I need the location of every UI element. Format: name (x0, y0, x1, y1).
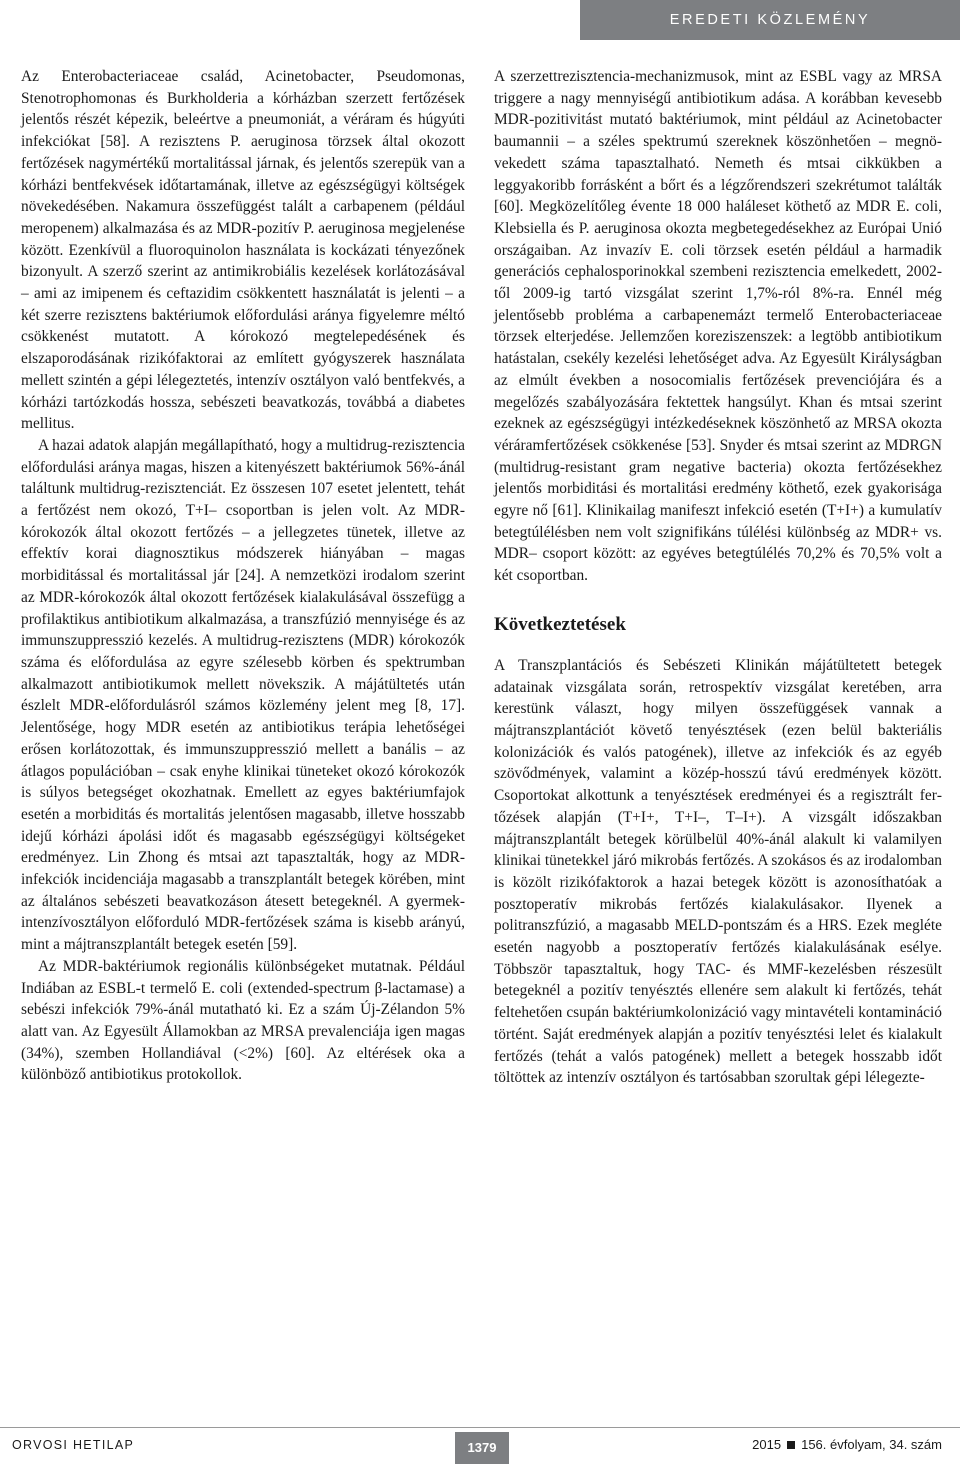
paragraph: A hazai adatok alapján megállapítható, hogy a multidrug-rezisztencia előfordulási aránya magas, hiszen a kitenyészett baktériumok 56%-ánál találtunk multidrug-rezisztenciát. Ez összesen 107 esetet jelentett, tehát a fertőzést nem okozó, T+I– csoportban is jelen volt. Az MDR-kórokozók által okozott fertőzés – a jellegzetes tünetek, illetve az effektív korai diagnosztikus módszerek hiányában – magas morbiditással és mortalitással jár [24]. A nemzetközi irodalom szerint az MDR-kórokozók által okozott fertőzések kialakulásával összefügg a profilaktikus antibiotikum alkalmazása, a transzfúzió mennyisége és az immunszuppresszió kezelés. A multidrug-rezisztens (MDR) kórokozók száma és előfordulása az egyre szélesebb körben és spektrumban alkalmazott antibiotikumok mellett növekszik. A májátültetés után észlelt MDR-előfordulásról számos közlemény jelent meg [8, 17]. Jelentősége, hogy MDR esetén az antibiotikus terápia lehetőségei erősen korlátozottak, és immunszuppresszió mellett a banális – az átlagos populációban – csak enyhe klinikai tüneteket okozó kórokozók is súlyos betegséget okozhatnak. Emellett az egyes baktériumfajok esetén a morbiditás és mortalitás jelentősen magasabb, illetve hosszabb idejű kórházi ápolási időt és magasabb egészségügyi költségeket eredményez. Lin Zhong és mtsai azt tapasztalták, hogy az MDR-infekciók incidenciája magasabb a transzplantált betegek körében, mint az általános sebészeti beavatkozáson átesett betegeknél. A gyermek-intenzívosztályon előforduló MDR-fertőzések száma is kisebb arányú, mint a májtranszplantált betegek esetén [59]. (21, 436, 465, 954)
page-number: 1379 (455, 1432, 509, 1464)
year: 2015 (752, 1437, 782, 1452)
paragraph: A Transzplantációs és Sebészeti Klinikán májátültetett betegek adatainak vizsgálata során, retrospektív vizsgálat keretében, arra kerestünk választ, hogy milyen összefüggések vannak a májtranszplantációt követő tenyésztések (ezen belül bakteriális kolonizációk és valós patogének), illetve az infekciók és az egyéb szövődmények, valamint a közép-hosszú távú eredmények között. Csoportokat alkottunk a tenyésztések eredményei és a regisztrált fertőzések alapján (T+I+, T+I–, T–I+). A vizsgált időszakban májtranszplantált betegek körülbelül 40%-ánál alakult ki valamilyen klinikai tünetekkel járó mikrobás fertőzés. A szokásos és az irodalomban is közölt rizikófaktorok a hazai betegek között is azonosíthatóak a posztoperatív mikrobás fertőzés kialakulásakor. Ilyenek a politranszfúzió, a magasabb MELD-pontszám és a HRS. Ezek megléte esetén nagyobb a posztoperatív fertőzés kialakulásának esélye. Többször tapasztaltuk, hogy TAC- és MMF-kezelésben részesült betegeknél a pozitív tenyésztés ellenére sem alakult ki fertőzés, tehát feltehetően csupán baktériumkolonizáció vagy mintavételi kontamináció történt. Saját eredmények alapján a pozitív tenyésztési lelet és kialakult fertőzés (tehát a valós patogének) mellett a betegek hosszabb időt töltöttek az intenzív osztályon és tartósabban szorultak gépi lélegezte- (494, 656, 942, 1087)
volume-issue: 156. évfolyam, 34. szám (801, 1437, 942, 1452)
issue-info (752, 1437, 942, 1452)
paragraph: Az Enterobacteriaceae család, Acinetobacter, Pseudomonas, Stenotrophomonas és Burkholderia a kórházban szerzett fertőzések jelentős részét képezik, beleértve a pneumoniát, a véráram és húgyúti infekciókat [58]. A rezisztens P. aeruginosa törzsek által okozott fertőzések nagymértékű mortalitással járnak, és jelentős szerepük van a kórházi bentfekvések időtartamának, illetve az egészségügyi költségek növekedésében. Nakamura összefüggést talált a carbapenem (például meropenem) alkalmazása és az MDR-pozitív P. aeruginosa megjelenése között. Ezenkívül a fluoroquinolon használata is kockázati tényezőnek bizonyult. A szerző szerint az antimikrobiális kezelések korlátozásával – ami az imipenem és ceftazidim csökkentett használatát is jelenti – a két szerre rezisztens baktériumok előfordulási aránya figyelemre méltó csökkenést mutatott. A kórokozó megtelepedésének és elszaporodásának rizikófaktorai az említett gyógyszerek használata mellett szintén a gépi lélegeztetés, intenzív osztályon való bentfekvés, a kórházi tartózkodás hossza, sebészeti beavatkozás, továbbá a diabetes mellitus. (21, 68, 465, 433)
section-header-bar (580, 0, 960, 40)
paragraph: Az MDR-baktériumok regionális különbségeket mutatnak. Például Indiában az ESBL-t termelő E. coli (extended-spectrum β-lactamase) a sebészi infekciók 79%-ánál mutatható ki. Ez a szám Új-Zélandon 5% alatt van. Az Egyesült Államokban az MRSA prevalenciája igen magas (34%), szemben Hollandiával (<2%) [60]. Az eltérések oka a különböző antibiotikus protokollok. (21, 957, 465, 1084)
paragraph: A szerzettrezisztencia-mechanizmusok, mint az ESBL vagy az MRSA triggere a nagy mennyiségű antibiotikum adása. A korábban kevesebb MDR-pozitivitást mutató baktériumok, mint például az Acinetobacter baumannii – a széles spektrumú szereknek köszönhetően – megnövekedett száma tapasztalható. Nemeth és mtsai cikkükben a leggyakoribb forrásként a bőrt és a légzőrendszeri szekrétumot találták [60]. Megközelítőleg évente 18 000 haláleset köthető az MDR E. coli, Klebsiella és P. aeruginosa okozta megbetegedésekhez az Európai Unió országaiban. Az invazív E. coli törzsek esetén például a harmadik generációs cephalosporinokkal szembeni rezisztencia emelkedett, 2002-től 2009-ig tartó vizsgálat szerint 1,7%-ról 8%-ra. Ennél még jelentősebb probléma a carbapenemázt termelő Enterobacteriaceae törzsek elterjedése. Jellemzően koreziszenszek: a legtöbb antibiotikum hatástalan, csekély kezelési lehetőséget adva. Az Egyesült Királyságban az elmúlt években a nosocomialis fertőzések prevenciójára és a megelőzés szabályozására fektettek hangsúlyt. Khan és mtsai szerint ezeknek az egészségügyi intézkedéseknek köszönhető az MRSA okozta véráramfertőzések csökkenése [53]. Snyder és mtsai szerint az MDRGN (multidrug-resistant gram negative bacteria) okozta fertőzésekhez jelentős morbiditási és mortalitási eredmény köthető, ezek gyakorisága egyre nő [61]. Klinikailag manifeszt infekció esetén (T+I+) a kumulatív betegtúlélésben nem volt szignifikáns túlélési különbség az MDR+ vs. MDR– csoport között: az egyéves betegtúlélés 70,2% és 70,5% volt a két csoportban. (494, 68, 942, 585)
section-heading: Következtetések (494, 613, 626, 635)
journal-name: ORVOSI HETILAP (12, 1438, 135, 1452)
right-column (494, 66, 942, 1089)
section-label: EREDETI KÖZLEMÉNY (669, 12, 871, 28)
footer-rule (0, 1427, 960, 1428)
left-column (21, 66, 465, 1086)
separator-square-icon (787, 1441, 795, 1449)
